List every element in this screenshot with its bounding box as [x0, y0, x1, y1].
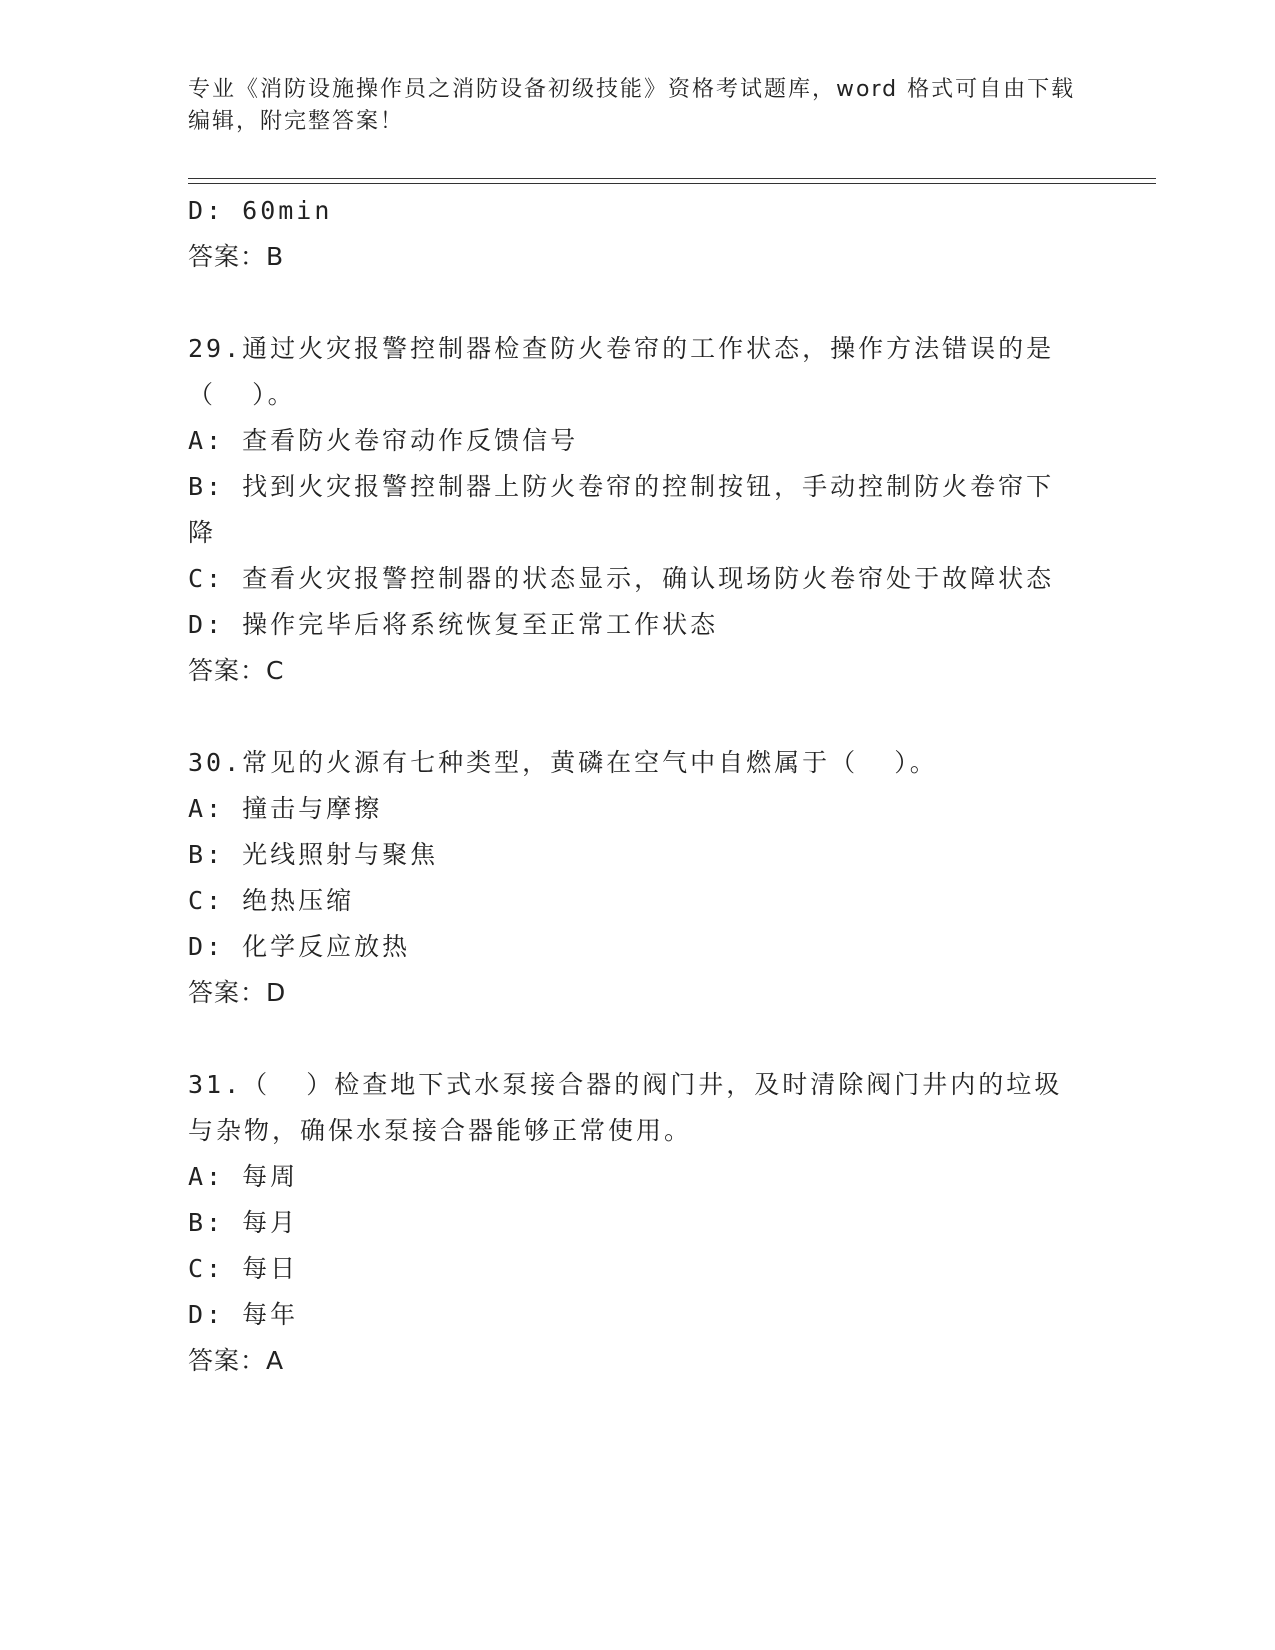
- option-d: D: 操作完毕后将系统恢复至正常工作状态: [188, 610, 719, 639]
- question-29: [188, 326, 1088, 694]
- prev-option-d: D: 60min: [188, 196, 333, 225]
- prev-answer: 答案：B: [188, 242, 285, 271]
- option-b: B: 每月: [188, 1208, 299, 1237]
- option-a: A: 撞击与摩擦: [188, 794, 383, 823]
- answer: 答案：C: [188, 656, 285, 685]
- option-d: D: 化学反应放热: [188, 932, 411, 961]
- question-31: [188, 1062, 1088, 1384]
- answer: 答案：D: [188, 978, 287, 1007]
- question-stem-cont: （ ）。: [188, 380, 296, 409]
- question-30: [188, 740, 1088, 1016]
- option-d: D: 每年: [188, 1300, 299, 1329]
- option-c: C: 每日: [188, 1254, 299, 1283]
- option-c: C: 绝热压缩: [188, 886, 355, 915]
- header-divider-bottom: [188, 183, 1156, 184]
- answer: 答案：A: [188, 1346, 285, 1375]
- question-content: [188, 188, 1088, 1384]
- header-divider-top: [188, 178, 1156, 179]
- option-c: C: 查看火灾报警控制器的状态显示，确认现场防火卷帘处于故障状态: [188, 564, 1055, 593]
- spacer: [188, 280, 1088, 326]
- spacer: [188, 1016, 1088, 1062]
- question-stem-cont: 与杂物，确保水泵接合器能够正常使用。: [188, 1116, 693, 1145]
- option-b: B: 找到火灾报警控制器上防火卷帘的控制按钮，手动控制防火卷帘下: [188, 472, 1055, 501]
- option-b-cont: 降: [188, 518, 217, 547]
- spacer: [188, 694, 1088, 740]
- option-b: B: 光线照射与聚焦: [188, 840, 439, 869]
- question-stem: 31.（ ）检查地下式水泵接合器的阀门井，及时清除阀门井内的垃圾: [188, 1070, 1063, 1099]
- question-stem: 30.常见的火源有七种类型，黄磷在空气中自燃属于（ ）。: [188, 748, 938, 777]
- option-a: A: 每周: [188, 1162, 299, 1191]
- document-header: 专业《消防设施操作员之消防设备初级技能》资格考试题库，word 格式可自由下载编辑，附完整答案！: [188, 77, 1076, 134]
- option-a: A: 查看防火卷帘动作反馈信号: [188, 426, 579, 455]
- question-stem: 29.通过火灾报警控制器检查防火卷帘的工作状态，操作方法错误的是: [188, 334, 1055, 363]
